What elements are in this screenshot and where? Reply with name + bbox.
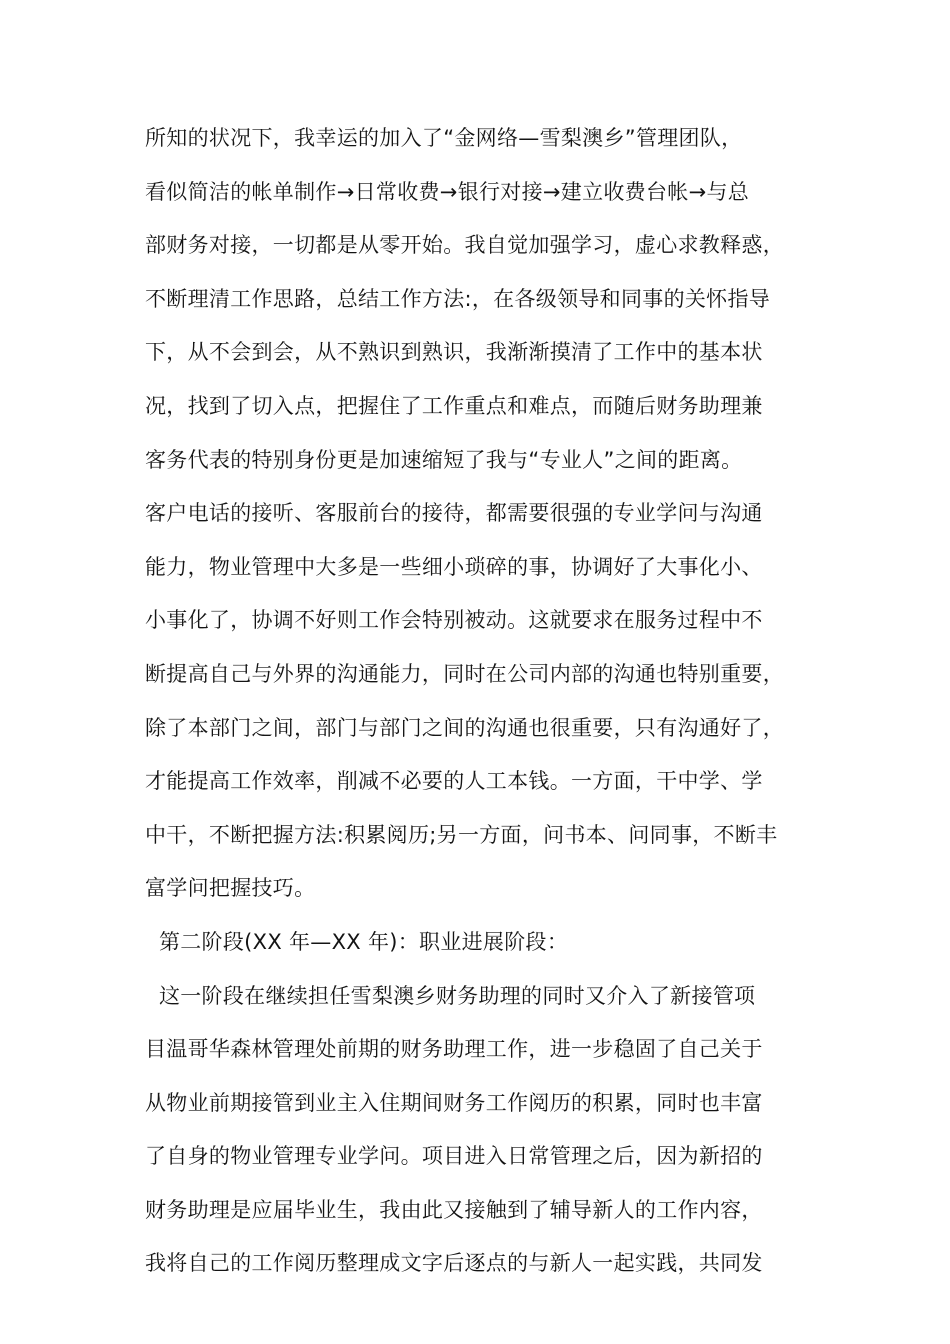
- text-line: 部财务对接，一切都是从零开始。我自觉加强学习，虚心求教释惑，: [145, 233, 784, 258]
- text-line: 能力，物业管理中大多是一些细小琐碎的事，协调好了大事化小、: [145, 554, 763, 579]
- text-line: 财务助理是应届毕业生，我由此又接触到了辅导新人的工作内容，: [145, 1197, 763, 1222]
- text-line: 目温哥华森林管理处前期的财务助理工作，进一步稳固了自己关于: [145, 1037, 763, 1062]
- text-line: 从物业前期接管到业主入住期间财务工作阅历的积累，同时也丰富: [145, 1090, 763, 1115]
- text-line: 这一阶段在继续担任雪梨澳乡财务助理的同时又介入了新接管项: [145, 983, 756, 1008]
- text-line: 除了本部门之间，部门与部门之间的沟通也很重要，只有沟通好了，: [145, 715, 784, 740]
- text-line: 我将自己的工作阅历整理成文字后逐点的与新人一起实践，共同发: [145, 1251, 763, 1276]
- text-line: 客户电话的接听、客服前台的接待，都需要很强的专业学问与沟通: [145, 501, 763, 526]
- text-line: 下，从不会到会，从不熟识到熟识，我渐渐摸清了工作中的基本状: [145, 340, 763, 365]
- text-line: 况，找到了切入点，把握住了工作重点和难点，而随后财务助理兼: [145, 393, 763, 418]
- text-line: 小事化了，协调不好则工作会特别被动。这就要求在服务过程中不: [145, 608, 763, 633]
- text-line: 了自身的物业管理专业学问。项目进入日常管理之后，因为新招的: [145, 1144, 763, 1169]
- text-line: 所知的状况下，我幸运的加入了“金网络—雪梨澳乡”管理团队，: [145, 126, 743, 150]
- text-line: 断提高自己与外界的沟通能力，同时在公司内部的沟通也特别重要，: [145, 661, 784, 686]
- text-line: 不断理清工作思路，总结工作方法:，在各级领导和同事的关怀指导: [145, 286, 771, 311]
- text-line: 看似简洁的帐单制作→日常收费→银行对接→建立收费台帐→与总: [145, 179, 750, 204]
- text-line: 中干，不断把握方法:积累阅历;另一方面，问书本、问同事，不断丰: [145, 822, 778, 847]
- text-line: 富学问把握技巧。: [145, 876, 316, 901]
- body-text: [145, 126, 835, 1305]
- text-line: 客务代表的特别身份更是加速缩短了我与“专业人”之间的距离。: [145, 447, 743, 472]
- text-line: 才能提高工作效率，削减不必要的人工本钱。一方面，干中学、学: [145, 769, 763, 794]
- section-heading: 第二阶段(XX 年—XX 年)：职业进展阶段：: [145, 929, 569, 954]
